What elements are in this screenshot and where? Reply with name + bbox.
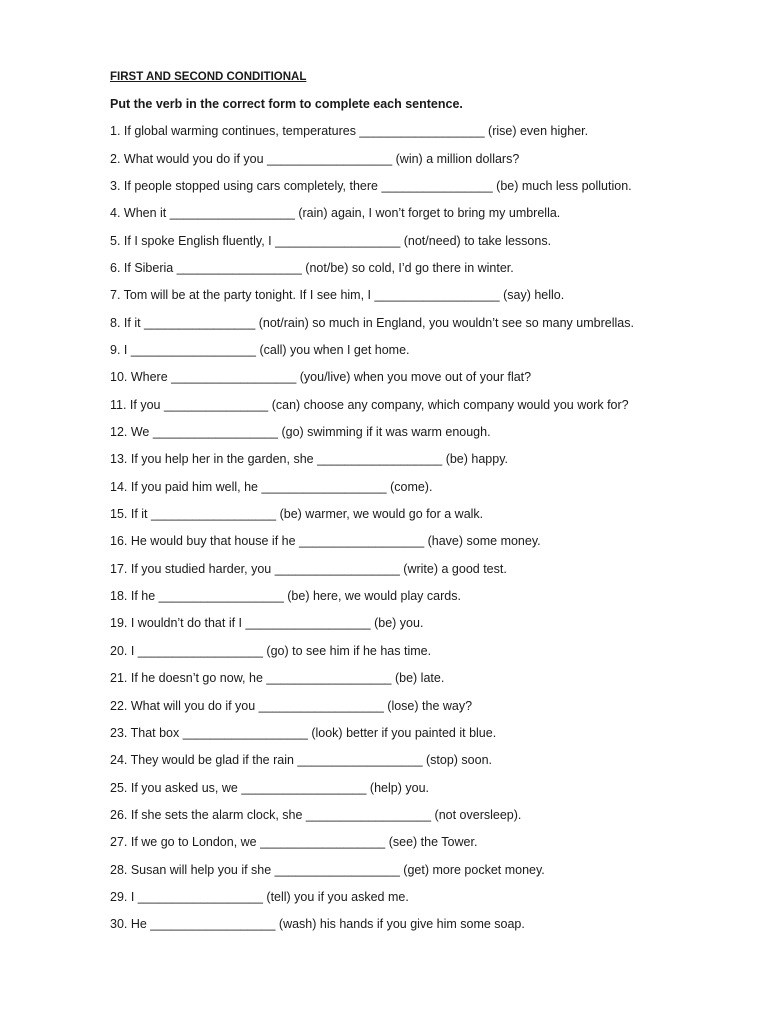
worksheet-page — [110, 69, 730, 944]
exercise-item-18: 18. If he __________________ (be) here, we would play cards. — [110, 589, 461, 604]
exercise-item-15: 15. If it __________________ (be) warmer, we would go for a walk. — [110, 507, 484, 522]
exercise-item-9: 9. I __________________ (call) you when I get home. — [110, 343, 410, 358]
exercise-item-12: 12. We __________________ (go) swimming if it was warm enough. — [110, 425, 491, 440]
exercise-item-23: 23. That box __________________ (look) better if you painted it blue. — [110, 725, 497, 740]
exercise-item-2: 2. What would you do if you __________________ (win) a million dollars? — [110, 151, 520, 166]
exercise-item-20: 20. I __________________ (go) to see him if he has time. — [110, 643, 432, 658]
exercise-item-5: 5. If I spoke English fluently, I __________________ (not/need) to take lessons. — [110, 233, 552, 248]
exercise-item-25: 25. If you asked us, we __________________ (help) you. — [110, 780, 429, 795]
exercise-item-17: 17. If you studied harder, you __________________ (write) a good test. — [110, 561, 507, 576]
exercise-item-28: 28. Susan will help you if she __________________ (get) more pocket money. — [110, 862, 545, 877]
exercise-item-13: 13. If you help her in the garden, she __________________ (be) happy. — [110, 452, 508, 467]
exercise-item-11: 11. If you _______________ (can) choose any company, which company would you work for? — [110, 397, 629, 412]
exercise-list — [110, 123, 730, 932]
exercise-item-10: 10. Where __________________ (you/live) when you move out of your flat? — [110, 370, 532, 385]
worksheet-instructions: Put the verb in the correct form to complete each sentence. — [110, 97, 463, 111]
exercise-item-19: 19. I wouldn’t do that if I __________________ (be) you. — [110, 616, 424, 631]
exercise-item-8: 8. If it ________________ (not/rain) so much in England, you wouldn’t see so many umbrellas. — [110, 315, 634, 330]
exercise-item-21: 21. If he doesn’t go now, he __________________ (be) late. — [110, 671, 445, 686]
exercise-item-16: 16. He would buy that house if he __________________ (have) some money. — [110, 534, 541, 549]
exercise-item-26: 26. If she sets the alarm clock, she __________________ (not oversleep). — [110, 807, 522, 822]
exercise-item-4: 4. When it __________________ (rain) again, I won’t forget to bring my umbrella. — [110, 206, 561, 221]
exercise-item-3: 3. If people stopped using cars completely, there ________________ (be) much less pollution. — [110, 178, 632, 193]
exercise-item-27: 27. If we go to London, we __________________ (see) the Tower. — [110, 835, 478, 850]
exercise-item-30: 30. He __________________ (wash) his hands if you give him some soap. — [110, 917, 525, 932]
exercise-item-24: 24. They would be glad if the rain __________________ (stop) soon. — [110, 753, 493, 768]
exercise-item-1: 1. If global warming continues, temperatures __________________ (rise) even higher. — [110, 124, 589, 139]
exercise-item-22: 22. What will you do if you __________________ (lose) the way? — [110, 698, 473, 713]
exercise-item-7: 7. Tom will be at the party tonight. If I see him, I __________________ (say) hello. — [110, 288, 565, 303]
exercise-item-6: 6. If Siberia __________________ (not/be) so cold, I’d go there in winter. — [110, 261, 514, 276]
exercise-item-29: 29. I __________________ (tell) you if you asked me. — [110, 889, 409, 904]
exercise-item-14: 14. If you paid him well, he __________________ (come). — [110, 479, 433, 494]
worksheet-title: FIRST AND SECOND CONDITIONAL — [110, 71, 307, 83]
